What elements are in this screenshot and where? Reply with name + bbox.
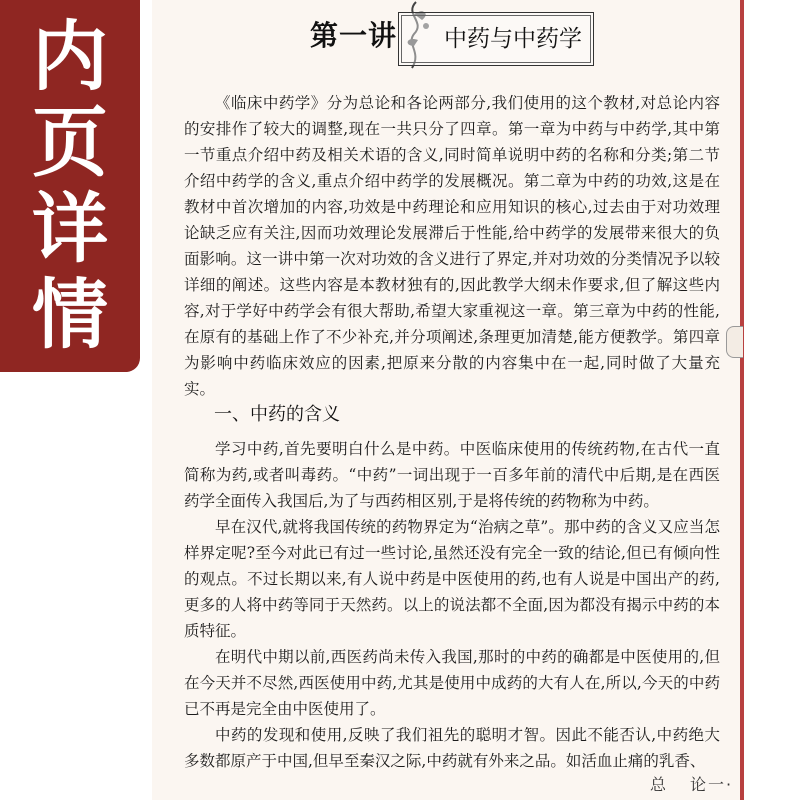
paragraph: 中药的发现和使用,反映了我们祖先的聪明才智。因此不能否认,中药绝大多数都原产于中国,但早至秦汉之际,中药就有外来之品。如活血止痛的乳香、 [184,726,720,770]
page-edge-tab [726,326,743,358]
paragraph: 在明代中期以前,西医药尚未传入我国,那时的中药的确都是中医使用的,但在今天并不尽然,西医使用中药,尤其是使用中成药的大有人在,所以,今天的中药已不再是完全由中医使用了。 [184,648,720,718]
badge-char: 详 [32,184,108,273]
paragraph: 早在汉代,就将我国传统的药物界定为“治病之草”。那中药的含义又应当怎样界定呢?至今对此已有过一些讨论,虽然还没有完全一致的结论,但已有倾向性的观点。不过长期以来,有人说中药是中医使用的药,也有人说是中国出产的药,更多的人将中药等同于天然药。以上的说法都不全面,因为都没有揭示中药的本质特征。 [184,518,720,640]
intro-text [184,90,720,402]
section-heading: 一、中药的含义 [214,404,340,425]
footer-part: 论一· [690,775,734,794]
badge-char: 内 [32,12,108,101]
badge-char: 情 [32,270,108,359]
badge-char: 页 [32,98,108,187]
section-text [184,436,720,774]
paragraph: 《临床中药学》分为总论和各论两部分,我们使用的这个教材,对总论内容的安排作了较大的调整,现在一共只分了四章。第一章为中药与中药学,其中第一节重点介绍中药及相关术语的含义,同时简单说明中药的名称和分类;第二节介绍中药学的含义,重点介绍中药学的发展概况。第二章为中药的功效,这是在教材中首次增加的内容,功效是中药理论和应用知识的核心,过去由于对功效理论缺乏应有关注,因而功效理论发展滞后于性能,给中药学的发展带来很大的负面影响。这一讲中第一次对功效的含义进行了界定,并对功效的分类情况予以较详细的阐述。这些内容是本教材独有的,因此教学大纲未作要求,但了解这些内容,对于学好中药学会有很大帮助,希望大家重视这一章。第三章为中药的性能,在原有的基础上作了不少补充,并分项阐述,条理更加清楚,能方便教学。第四章为影响中药临床效应的因素,把原来分散的内容集中在一起,同时做了大量充实。 [184,94,720,398]
detail-badge [0,0,140,372]
footer-part: 总 [650,775,669,794]
paragraph: 学习中药,首先要明白什么是中药。中医临床使用的传统药物,在古代一直简称为药,或者叫毒药。“中药”一词出现于一百多年前的清代中后期,是在西医药学全面传入我国后,为了与西药相区别,于是将传统的药物称为中药。 [184,440,720,510]
lecture-label: 第一讲 [310,19,398,52]
lecture-title: 中药与中药学 [444,26,582,52]
page-footer [650,772,733,795]
